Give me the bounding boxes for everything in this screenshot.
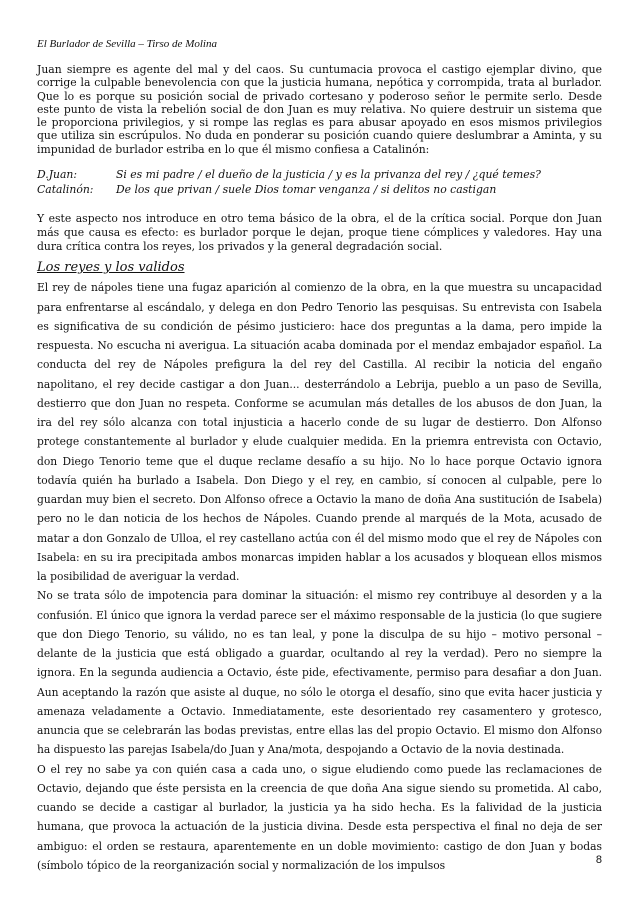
dialog-text: De los que privan / suele Dios tomar venganza / si delitos no castigan	[116, 182, 497, 196]
dialog-line	[37, 168, 602, 183]
document-page	[37, 38, 602, 875]
body-paragraph: No se trata sólo de impotencia para dominar la situación: el mismo rey contribuye al desorden y a la confusión. El único que ignora la verdad parece ser el máximo responsable de la justicia (lo que sugiere que don Diego Tenorio, su válido, no es tan leal, y pone la disculpa de su hijo – motivo personal – delante de la justicia que está obligado a guardar, ocultando al rey la verdad). Pero no siempre la ignora. En la segunda audiencia a Octavio, éste pide, efectivamente, permiso para desafiar a don Juan. Aun aceptando la razón que asiste al duque, no sólo le otorga el desafío, sino que evita hacer justicia y amenaza veladamente a Octavio. Inmediatamente, este desorientado rey casamentero y grotesco, anuncia que se celebrarán las bodas previstas, entre ellas las del propio Octavio. El mismo don Alfonso ha dispuesto las parejas Isabela/do Juan y Ana/mota, despojando a Octavio de la novia destinada.	[37, 589, 603, 757]
dialog-text: Si es mi padre / el dueño de la justicia / y es la privanza del rey / ¿qué temes?	[116, 168, 541, 182]
page-number: 8	[595, 854, 602, 866]
section-body	[37, 278, 602, 875]
section-heading: Los reyes y los validos	[37, 260, 185, 276]
body-paragraph: O el rey no sabe ya con quién casa a cada uno, o sigue eludiendo como puede las reclamaciones de Octavio, dejando que éste persista en la creencia de que doña Ana sigue siendo su prometida. Al cabo, cuando se decide a castigar al burlador, la justicia ya ha sido hecha. Es la falividad de la justicia humana, que provoca la actuación de la justicia divina. Desde esta perspectiva el final no deja de ser ambiguo: el orden se restaura, aparentemente en un doble movimiento: castigo de don Juan y bodas (símbolo tópico de la reorganización social y normalización de los impulsos	[37, 762, 602, 872]
intro-paragraph: Juan siempre es agente del mal y del caos. Su cuntumacia provoca el castigo ejemplar divino, que corrige la culpable benevolencia con que la justicia humana, nepótica y corrompida, trata al burlador. Que lo es porque su posición social de privado cortesano y poderoso señor le permite serlo. Desde este punto de vista la rebelión social de don Juan es muy relativa. No quiere destruir un sistema que le proporciona privilegios, y si rompe las reglas es para abusar apoyado en esos mismos privilegios que utiliza sin escrúpulos. No duda en ponderar su posición cuando quiere deslumbrar a Aminta, y su impunidad de burlador estriba en lo que él mismo confiesa a Catalinón:	[37, 63, 602, 156]
dialog-speaker: Catalinón:	[37, 182, 94, 196]
dialog-quote	[37, 168, 602, 198]
dialog-speaker: D.Juan:	[37, 168, 78, 182]
running-header: El Burlador de Sevilla – Tirso de Molina	[37, 38, 217, 50]
body-paragraph: El rey de nápoles tiene una fugaz aparición al comienzo de la obra, en la que muestra su uncapacidad para enfrentarse al escándalo, y delega en don Pedro Tenorio las pesquisas. Su entrevista con Isabela es significativa de su condición de pésimo justiciero: hace dos preguntas a la dama, pero impide la respuesta. No escucha ni averigua. La situación acaba dominada por el mendaz embajador español. La conducta del rey de Nápoles prefigura la del rey del Castilla. Al recibir la noticia del engaño napolitano, el rey decide castigar a don Juan... desterrándolo a Lebrija, pueblo a un paso de Sevilla, destierro que don Juan no respeta. Conforme se acumulan más detalles de los abusos de don Juan, la ira del rey sólo alcanza con total injusticia a hacerlo conde de su lugar de destierro. Don Alfonso protege constantemente al burlador y elude cualquier medida. En la priemra entrevista con Octavio, don Diego Tenorio teme que el duque reclame desafío a su hijo. No lo hace porque Octavio ignora todavía quién ha burlado a Isabela. Don Diego y el rey, en cambio, sí conocen al culpable, pere lo guardan muy bien el secreto. Don Alfonso ofrece a Octavio la mano de doña Ana sustitución de Isabela) pero no le dan noticia de los hechos de Nápoles. Cuando prende al marqués de la Mota, acusado de matar a don Gonzalo de Ulloa, el rey castellano actúa con él del mismo modo que el rey de Nápoles con Isabela: en su ira precipitada ambos monarcas impiden hablar a los acusados y bloquean ellos mismos la posibilidad de averiguar la verdad.	[37, 281, 602, 584]
second-paragraph: Y este aspecto nos introduce en otro tema básico de la obra, el de la crítica social. Porque don Juan más que causa es efecto: es burlador porque le dejan, proque tiene cómplices y valedores. Hay una dura crítica contra los reyes, los privados y la general degradación social.	[37, 211, 602, 254]
dialog-line	[37, 183, 602, 198]
